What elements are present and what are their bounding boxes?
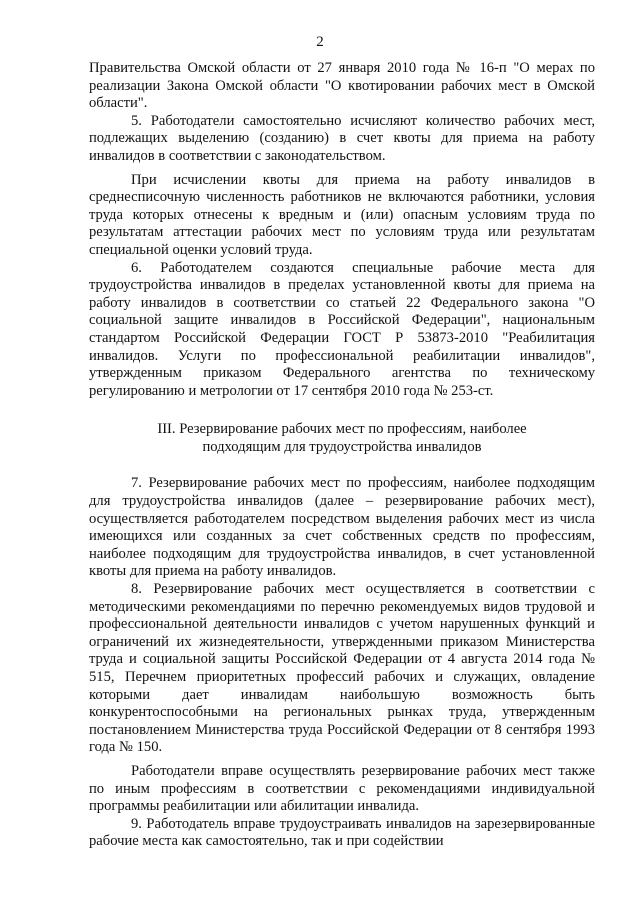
paragraph-quota-calculation: При исчислении квоты для приема на работу инвалидов в среднесписочную численность работников не включаются работники, условия труда которых отнесены к вредным и (или) опасным условиям труда по результатам аттестации рабочих мест по условиям труда или результатам специальной оценки условий труда. [89, 171, 595, 258]
paragraph-item-5: 5. Работодатели самостоятельно исчисляют количество рабочих мест, подлежащих выделению (созданию) в счет квоты для приема на работу инвалидов в соответствии с законодательством. [89, 112, 595, 164]
paragraph-item-8: 8. Резервирование рабочих мест осуществляется в соответствии с методическими рекомендациями по перечню рекомендуемых видов трудовой и профессиональной деятельности инвалидов с учетом нарушенных функций и ограничений их жизнедеятельности, утвержденными приказом Министерства труда и социальной защиты Российской Федерации от 4 августа 2014 года № 515, Перечнем приоритетных профессий рабочих и служащих, овладение которыми дает инвалидам наибольшую возможность быть конкурентоспособными на региональных рынках труда, утвержденным постановлением Министерства труда Российской Федерации от 8 сентября 1993 года № 150. [89, 581, 595, 756]
document-body [89, 60, 595, 851]
paragraph-item-6: 6. Работодателем создаются специальные рабочие места для трудоустройства инвалидов в пределах установленной квоты для приема на работу инвалидов в соответствии со статьей 22 Федерального закона "О социальной защите инвалидов в Российской Федерации", национальным стандартом Российской Федерации ГОСТ Р 53873-2010 "Реабилитация инвалидов. Услуги по профессиональной реабилитации инвалидов", утвержденным приказом Федерального агентства по техническому регулированию и метрологии от 17 сентября 2010 года № 253-ст. [89, 259, 595, 399]
paragraph-continuation: Правительства Омской области от 27 января 2010 года № 16-п "О мерах по реализации Закона Омской области "О квотировании рабочих мест в Омской области". [89, 60, 595, 112]
section-heading [89, 421, 595, 456]
paragraph-item-9: 9. Работодатель вправе трудоустраивать инвалидов на зарезервированные рабочие места как самостоятельно, так и при содействии [89, 815, 595, 850]
paragraph-employers-right: Работодатели вправе осуществлять резервирование рабочих мест также по иным профессиям в соответствии с рекомендациями индивидуальной программы реабилитации или абилитации инвалида. [89, 762, 595, 815]
paragraph-item-7: 7. Резервирование рабочих мест по профессиям, наиболее подходящим для трудоустройства инвалидов (далее – резервирование рабочих мест), осуществляется работодателем посредством выделения рабочих мест из числа имеющихся или созданных за счет собственных средств по профессиям, наиболее подходящим для трудоустройства инвалидов, в счет установленной квоты для приема на работу инвалидов. [89, 475, 595, 580]
page-number: 2 [316, 34, 324, 50]
section-heading-line-2: подходящим для трудоустройства инвалидов [202, 438, 482, 455]
section-heading-line-1: III. Резервирование рабочих мест по профессиям, наиболее [157, 421, 527, 438]
